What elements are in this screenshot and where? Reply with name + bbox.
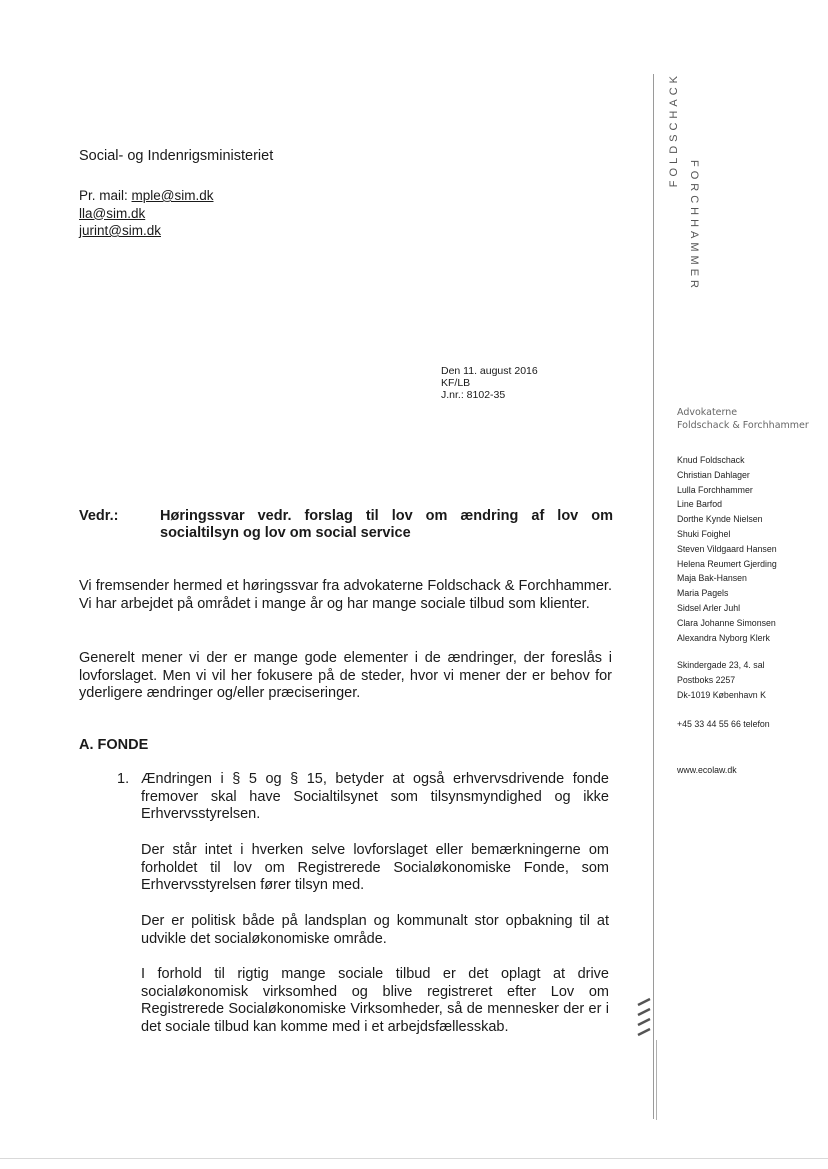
list-item: Maja Bak-Hansen — [677, 573, 747, 584]
mail-link-2[interactable]: lla@sim.dk — [79, 205, 146, 221]
subject-line — [79, 508, 613, 542]
item-paragraph-4: I forhold til rigtig mange sociale tilbud er det oplagt at drive socialøkonomisk virksomhed og blive registreret efter Lov om Registrerede Socialøkonomiske Virksomheder, så de mennesker der er i det sociale tilbud kan komme med i et arbejdsfællesskab. — [141, 966, 609, 1035]
margin-rule-secondary — [656, 1040, 657, 1120]
mail-link-1[interactable]: mple@sim.dk — [131, 188, 214, 203]
list-item: Shuki Foighel — [677, 528, 731, 539]
list-item: Lulla Forchhammer — [677, 484, 753, 495]
list-item: Alexandra Nyborg Klerk — [677, 632, 770, 643]
mail-prefix: Pr. mail: — [79, 188, 132, 203]
subject-label: Vedr.: — [79, 508, 119, 524]
list-item: Dorthe Kynde Nielsen — [677, 514, 763, 525]
item-paragraph-1: Ændringen i § 5 og § 15, betyder at også erhvervsdrivende fonde fremover skal have Socialtilsynet som tilsynsmyndighed og ikke Erhvervsstyrelsen. — [141, 771, 609, 822]
list-item: Clara Johanne Simonsen — [677, 617, 776, 628]
recipient-name: Social- og Indenrigsministeriet — [79, 148, 274, 164]
list-item: Helena Reumert Gjerding — [677, 558, 777, 569]
margin-rule — [653, 74, 654, 1119]
firm-phone: +45 33 44 55 66 telefon — [677, 719, 770, 729]
brand-forchhammer: FORCHHAMMER — [688, 160, 700, 292]
firm-heading — [677, 406, 809, 432]
item-paragraph-3: Der er politisk både på landsplan og kommunalt stor opbakning til at udvikle det socialøkonomiske område. — [141, 913, 609, 947]
firm-name: Foldschack & Forchhammer — [677, 420, 809, 431]
letter-initials: KF/LB — [441, 377, 471, 389]
section-title: A. FONDE — [79, 737, 149, 753]
page-bottom-rule — [0, 1158, 828, 1159]
address-street: Skindergade 23, 4. sal — [677, 660, 765, 670]
list-item: Steven Vildgaard Hansen — [677, 543, 777, 554]
subject-text: Høringssvar vedr. forslag til lov om ændring af lov om socialtilsyn og lov om social service — [160, 508, 613, 541]
stripes-logo-icon — [636, 997, 652, 1043]
address-pobox: Postboks 2257 — [677, 674, 736, 685]
item-paragraph-2: Der står intet i hverken selve lovforslaget eller bemærkningerne om forholdet til lov om Registrerede Socialøkonomiske Fonde, som Erhvervsstyrelsen fører tilsyn med. — [141, 842, 609, 893]
paragraph-intro: Vi fremsender hermed et høringssvar fra advokaterne Foldschack & Forchhammer. Vi har arbejdet på området i mange år og har mange sociale tilbud som klienter. — [79, 578, 612, 612]
list-item: Knud Foldschack — [677, 455, 745, 465]
mail-block — [79, 187, 214, 240]
brand-foldschack: FOLDSCHACK — [668, 72, 680, 188]
firm-website[interactable]: www.ecolaw.dk — [677, 765, 737, 775]
mail-link-3[interactable]: jurint@sim.dk — [79, 223, 161, 238]
firm-title: Advokaterne — [677, 407, 738, 418]
journal-number: J.nr.: 8102-35 — [441, 389, 506, 401]
letter-date: Den 11. august 2016 — [441, 365, 538, 377]
list-item: Maria Pagels — [677, 588, 729, 599]
lawyer-list — [677, 453, 777, 645]
list-item: Christian Dahlager — [677, 469, 750, 480]
address-city: Dk-1019 København K — [677, 689, 766, 700]
list-item: Sidsel Arler Juhl — [677, 602, 741, 613]
firm-address — [677, 658, 766, 702]
list-number: 1. — [117, 771, 130, 787]
reference-block — [441, 365, 538, 401]
paragraph-general: Generelt mener vi der er mange gode elementer i de ændringer, der foreslås i lovforslaget. Men vi vil her fokusere på de steder, hvor vi mener der er behov for yderligere ændringer og/eller præciseringer. — [79, 650, 612, 701]
list-item: Line Barfod — [677, 499, 722, 510]
